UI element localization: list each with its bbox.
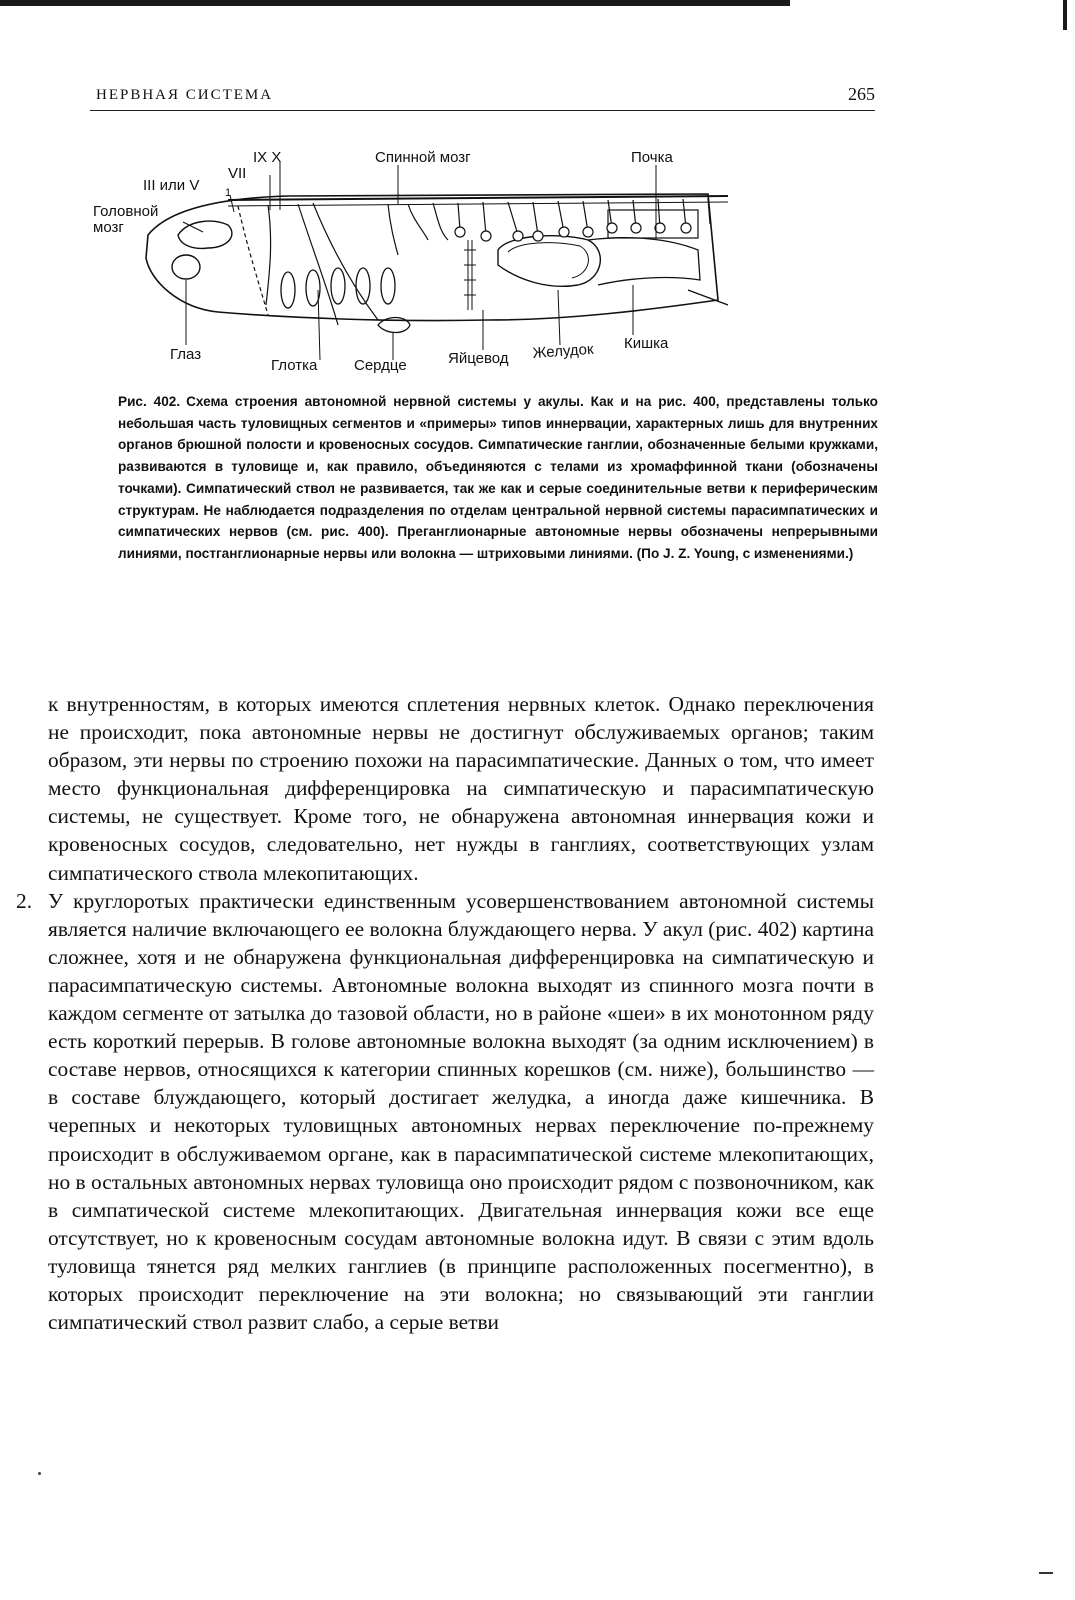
page-header bbox=[90, 84, 875, 111]
caption-label: Рис. 402. bbox=[118, 394, 181, 409]
top-scan-border bbox=[0, 0, 790, 6]
brain-shape bbox=[178, 221, 232, 248]
label-stomach: Желудок bbox=[532, 340, 595, 362]
shark-diagram bbox=[88, 140, 728, 385]
label-pharynx: Глотка bbox=[271, 357, 318, 374]
caption-text: Схема строения автономной нервной системы у акулы. Как и на рис. 400, представлены только небольшая часть туловищных сегментов и «примеры» типов иннервации, характерных лишь для внутренних органов брюшной полости и кровеносных сосудов. Симпатические ганглии, обозначенные белыми кружками, развиваются в туловище и, как правило, объединяются с телами из хромаффинной ткани (обозначены точками). Симпатический ствол не развивается, так же как и серые соединительные ветви к периферическим структурам. Не наблюдается подразделения по отделам центральной нервной системы парасимпатических и симпатических нервов (см. рис. 400). Преганглионарные автономные нервы обозначены непрерывными линиями, постганглионарные нервы или волокна — штриховыми линиями. (По J. Z. Young, с изменениями.) bbox=[118, 394, 878, 561]
label-spinal-cord: Спинной мозг bbox=[375, 149, 471, 166]
running-head: НЕРВНАЯ СИСТЕМА bbox=[96, 87, 274, 103]
segmental-nerves bbox=[238, 198, 710, 325]
page-number: 265 bbox=[848, 84, 875, 104]
figure-shark-nervous-system bbox=[88, 140, 728, 385]
label-intestine: Кишка bbox=[624, 335, 669, 352]
figure-caption bbox=[118, 391, 878, 565]
corner-mark bbox=[1063, 0, 1067, 30]
label-brain-line1: Головной bbox=[93, 203, 159, 220]
eye-shape bbox=[172, 255, 200, 279]
paragraph-1: к внутренностям, в которых имеются сплетения нервных клеток. Однако переключения не происходит, пока автономные нервы не достигнут обслуживаемых органов; таким образом, эти нервы по строению похожи на парасимпатические. Данных о том, что имеет место функциональная дифференцировка на симпатическую и парасимпатическую системы, не существует. Кроме того, не обнаружена автономная иннервация кожи и кровеносных сосудов, следовательно, нет нужды в ганглиях, соответствующих узлам симпатического ствола млекопитающих. bbox=[48, 692, 874, 885]
list-item-number: 2. bbox=[16, 888, 33, 913]
scan-speck bbox=[38, 1472, 41, 1475]
label-brain-line2: мозг bbox=[93, 219, 124, 236]
label-heart: Сердце bbox=[354, 357, 407, 374]
list-item-text: У круглоротых практически единственным усовершенствованием автономной системы является наличие включающего ее волокна блуждающего нерва. У акул (рис. 402) картина сложнее, хотя и не обнаружена функциональная дифференцировка на симпатическую и парасимпатическую системы. Автономные волокна выходят из спинного мозга почти в каждом сегменте от затылка до тазовой области, но в районе «шеи» в их монотонном ряду есть короткий перерыв. В голове автономные волокна выходят (за одним исключением) в составе нервов, относящихся к категории спинных корешков (см. ниже), большинство — в составе блуждающего, который достигает желудка, а иногда даже кишечника. В черепных и некоторых туловищных автономных нервах переключение по-прежнему происходит в обслуживаемом органе, как в парасимпатической системе млекопитающих, но в остальных автономных нервах туловища оно происходит рядом с позвоночником, как в симпатической системе млекопитающих. Двигательная иннервация кожи все еще отсутствует, но к кровеносным сосудам автономные волокна идут. В связи с этим вдоль туловища тянется ряд мелких ганглиев (в принципе расположенных посегментно), в которых происходит переключение на эти волокна; но связывающий эти ганглии симпатический ствол развит слабо, а серые ветви bbox=[48, 888, 874, 1335]
label-ix-x: IX X bbox=[253, 149, 282, 166]
label-oviduct: Яйцевод bbox=[448, 350, 509, 367]
intestine-shape bbox=[588, 238, 700, 285]
label-vii: VII bbox=[228, 165, 247, 182]
body-text bbox=[16, 690, 874, 1336]
corner-tick bbox=[1039, 1572, 1053, 1574]
label-v1-subscript: 1 bbox=[225, 187, 232, 199]
label-kidney: Почка bbox=[631, 149, 673, 166]
label-eye: Глаз bbox=[170, 346, 202, 363]
oviduct-hatch bbox=[464, 240, 476, 310]
list-item-2 bbox=[16, 887, 874, 1337]
shark-body-outline bbox=[146, 194, 718, 321]
label-iii-v: III или V bbox=[143, 177, 200, 194]
stomach-loop bbox=[498, 236, 600, 287]
gill-arches bbox=[281, 268, 395, 308]
leader-lines bbox=[183, 162, 656, 360]
